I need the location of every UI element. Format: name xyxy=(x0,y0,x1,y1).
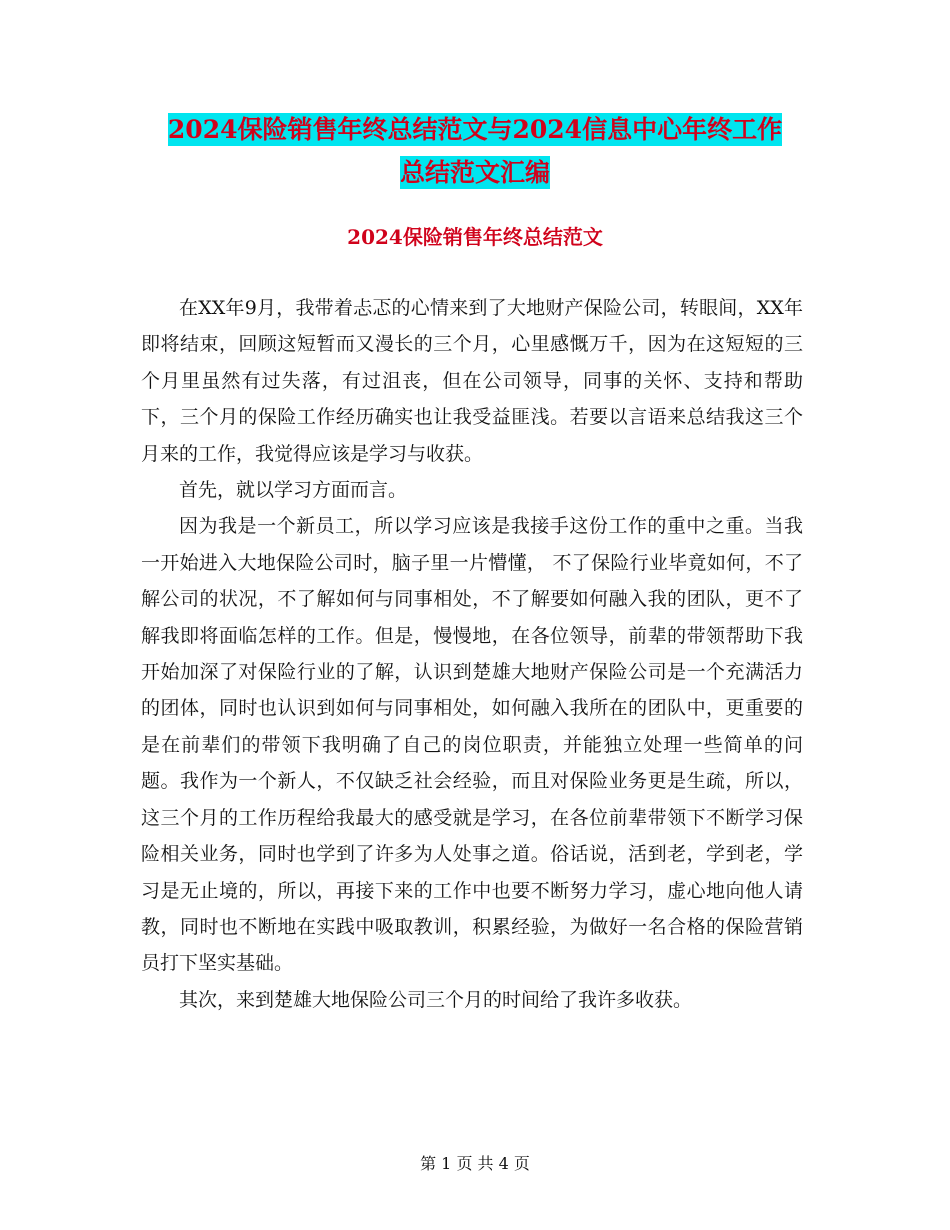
document-title-line-1: 2024保险销售年终总结范文与2024信息中心年终工作 xyxy=(167,115,783,144)
document-body xyxy=(141,290,803,1018)
page-footer: 第 1 页 共 4 页 xyxy=(420,1154,530,1173)
paragraph-4: 其次，来到楚雄大地保险公司三个月的时间给了我许多收获。 xyxy=(179,988,693,1011)
paragraph-2: 首先，就以学习方面而言。 xyxy=(179,479,408,502)
section-title: 2024保险销售年终总结范文 xyxy=(347,225,603,249)
paragraph-1: 在XX年9月，我带着忐忑的心情来到了大地财产保险公司，转眼间，XX年即将结束，回顾这短暂而又漫长的三个月，心里感慨万千，因为在这短短的三个月里虽然有过失落，有过沮丧，但在公司领导，同事的关怀、支持和帮助下，三个月的保险工作经历确实也让我受益匪浅。若要以言语来总结我这三个月来的工作，我觉得应该是学习与收获。 xyxy=(141,297,803,465)
paragraph-3: 因为我是一个新员工，所以学习应该是我接手这份工作的重中之重。当我一开始进入大地保险公司时，脑子里一片懵懂， 不了保险行业毕竟如何，不了解公司的状况，不了解如何与同事相处，不了解要如何融入我的团队，更不了解我即将面临怎样的工作。但是，慢慢地，在各位领导，前辈的带领帮助下我开始加深了对保险行业的了解，认识到楚雄大地财产保险公司是一个充满活力的团体，同时也认识到如何与同事相处，如何融入我所在的团队中，更重要的是在前辈们的带领下我明确了自己的岗位职责，并能独立处理一些简单的问题。我作为一个新人，不仅缺乏社会经验，而且对保险业务更是生疏，所以，这三个月的工作历程给我最大的感受就是学习，在各位前辈带领下不断学习保险相关业务，同时也学到了许多为人处事之道。俗话说，活到老，学到老，学习是无止境的，所以，再接下来的工作中也要不断努力学习，虚心地向他人请教，同时也不断地在实践中吸取教训，积累经验，为做好一名合格的保险营销员打下坚实基础。 xyxy=(141,515,803,975)
document-title-line-2: 总结范文汇编 xyxy=(399,158,550,187)
document-title xyxy=(140,108,810,194)
